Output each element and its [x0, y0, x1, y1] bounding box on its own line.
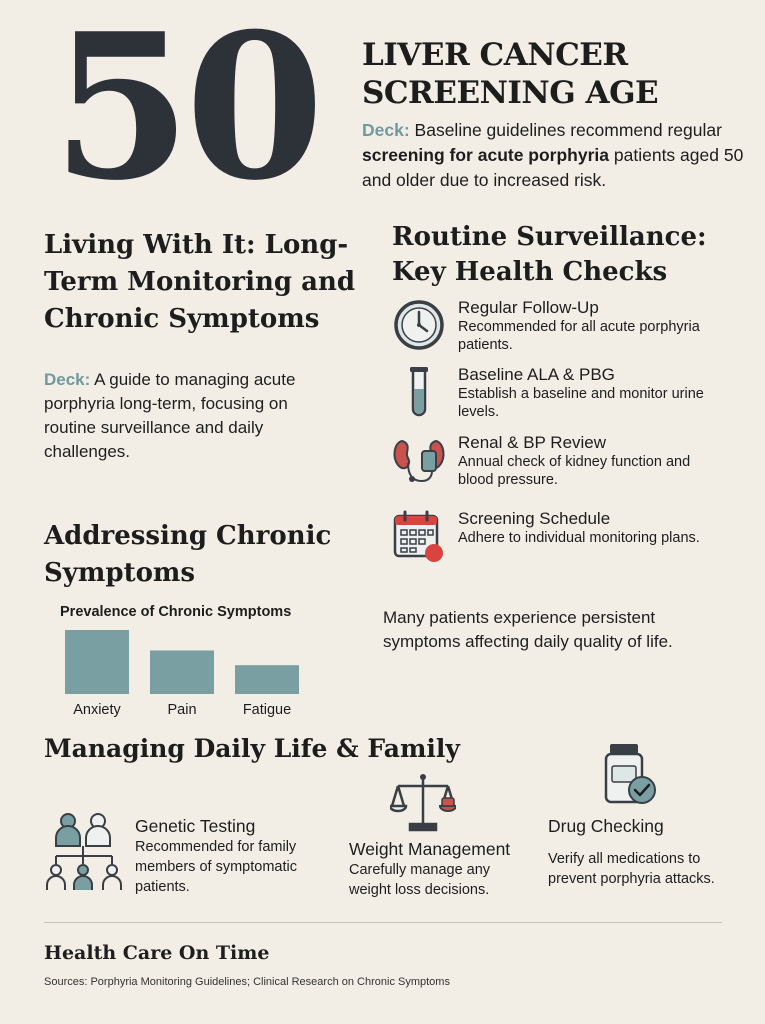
scale-icon	[390, 772, 456, 834]
check-text: Establish a baseline and monitor urine levels.	[458, 386, 704, 420]
daily-title: Managing Daily Life & Family	[44, 734, 460, 763]
hero-title-line1: LIVER CANCER	[362, 37, 628, 73]
check-text: Recommended for all acute porphyria patients.	[458, 319, 700, 353]
feature-weight-management	[349, 838, 539, 900]
calendar-icon	[392, 509, 446, 563]
check-renal-bp-review	[392, 433, 742, 501]
hero-deck-pre: Baseline guidelines recommend regular	[414, 120, 722, 140]
footer-sources: Sources: Porphyria Monitoring Guidelines; Clinical Research on Chronic Symptoms	[44, 976, 450, 988]
hero-deck-label: Deck:	[362, 120, 410, 140]
bar-label-anxiety: Anxiety	[73, 702, 121, 718]
feature-text: Carefully manage any weight loss decisions.	[349, 862, 491, 898]
hero-big-number: 50	[52, 0, 319, 225]
intro-deck-text: A guide to managing acute porphyria long-term, focusing on routine surveillance and daily challenges.	[44, 370, 296, 461]
feature-genetic-testing	[135, 815, 335, 897]
check-title: Screening Schedule	[458, 509, 611, 528]
check-regular-follow-up	[392, 298, 742, 366]
feature-title: Genetic Testing	[135, 816, 256, 836]
bar-label-pain: Pain	[167, 702, 197, 718]
hero-deck-bold: screening for acute porphyria	[362, 145, 610, 165]
hero-title	[362, 36, 742, 112]
bar-anxiety	[65, 630, 129, 694]
footer-brand: Health Care On Time	[44, 942, 270, 964]
clock-icon	[392, 298, 446, 352]
bar-pain	[150, 650, 214, 694]
check-title: Renal & BP Review	[458, 433, 607, 452]
feature-title: Weight Management	[349, 839, 511, 859]
chronic-title: Addressing Chronic Symptoms	[44, 521, 332, 588]
kidney-blood-pressure-icon	[392, 433, 446, 487]
chart-title: Prevalence of Chronic Symptoms	[60, 604, 292, 620]
check-text: Annual check of kidney function and blood pressure.	[458, 454, 691, 488]
chronic-symptoms-bar-chart	[44, 622, 324, 722]
hero-title-line2: SCREENING AGE	[362, 75, 659, 111]
check-text: Adhere to individual monitoring plans.	[458, 530, 700, 546]
intro-title: Living With It: Long-Term Monitoring and Chronic Symptoms	[44, 230, 356, 334]
hero-deck	[362, 118, 747, 193]
bar-label-fatigue: Fatigue	[242, 702, 292, 718]
intro-deck	[44, 368, 344, 464]
check-screening-schedule	[392, 509, 742, 577]
intro-deck-label: Deck:	[44, 370, 91, 389]
family-tree-icon	[44, 812, 126, 892]
feature-drug-checking	[548, 815, 738, 889]
check-title: Regular Follow-Up	[458, 298, 599, 317]
surveillance-title: Routine Surveillance: Key Health Checks	[392, 222, 707, 287]
pill-bottle-check-icon	[602, 742, 658, 806]
footer-divider	[44, 922, 722, 923]
check-baseline-ala-pbg	[392, 365, 742, 433]
test-tube-icon	[392, 365, 446, 419]
check-title: Baseline ALA & PBG	[458, 365, 615, 384]
chronic-note: Many patients experience persistent symptoms affecting daily quality of life.	[383, 608, 673, 651]
feature-text: Verify all medications to prevent porphyria attacks.	[548, 851, 715, 887]
feature-title: Drug Checking	[548, 816, 664, 836]
hero-deck-post: patients aged 50 and older due to increased risk.	[362, 145, 744, 190]
bar-fatigue	[235, 665, 299, 694]
feature-text: Recommended for family members of symptomatic patients.	[135, 839, 297, 895]
